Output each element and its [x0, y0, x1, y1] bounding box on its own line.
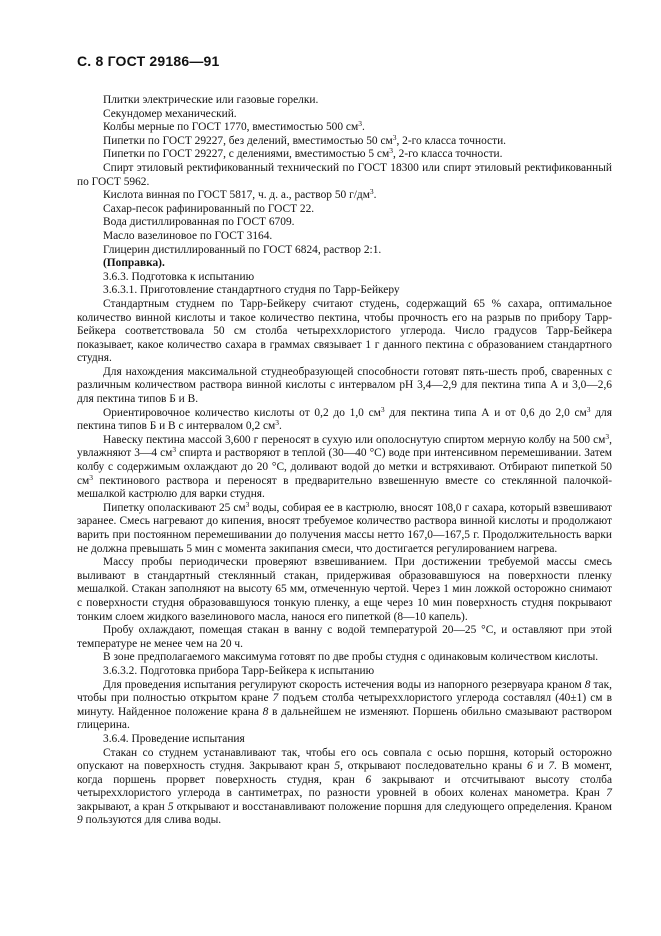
subsection-heading: 3.6.3.2. Подготовка прибора Тарр-Бейкера к испытанию: [103, 664, 375, 677]
paragraph: Кислота винная по ГОСТ 5817, ч. д. а., раствор 50 $г/дм^3$.: [103, 187, 377, 202]
paragraph: Пипетки по ГОСТ 29227, с делениями, вместимостью 5 $см^3$, 2-го класса точности.: [103, 146, 503, 161]
paragraph: Масло вазелиновое по ГОСТ 3164.: [103, 229, 273, 242]
paragraph: Вода дистиллированная по ГОСТ 6709.: [103, 216, 295, 229]
paragraph: Плитки электрические или газовые горелки.: [103, 94, 319, 106]
paragraph: Массу пробы периодически проверяют взвешиванием. При достижении требуемой массы смесь выливают в стандартный стеклянный стакан, придерживая образовавшуюся на поверхности пленку мешалкой. Стакан заполняют на высоту 65 мм, отмеченную чертой. Через 1 мин ложкой осторожно снимают с поверхности студня образовавшуюся тонкую пленку, а еще через 10 мин поверхность студня покрывают тонким слоем жидкого вазелинового масла, нанося его пипеткой (8—10 капель).: [77, 556, 612, 623]
paragraph: В зоне предполагаемого максимума готовят по две пробы студня с одинаковым количеством кислоты.: [103, 651, 599, 664]
paragraph: Навеску пектина массой 3,600 г переносят в сухую или ополоснутую спиртом мерную колбу на 500 $см^3$, увлажняют 3—4 $см^3$ спирта и растворяют в теплой (30—40 °С) воде при интенсивном перемешивании. Затем колбу с содержимым охлаждают до 20 °С, доливают водой до метки и встряхивают. Отбирают пипеткой 50 $см^3$ пектинового раствора и переносят в предварительно взвешенную вместе со стеклянной палочкой-мешалкой кастрюлю для варки студня.: [77, 431, 612, 501]
document-body: [77, 94, 612, 828]
paragraph: Глицерин дистиллированный по ГОСТ 6824, раствор 2:1.: [103, 243, 382, 256]
paragraph: Для проведения испытания регулируют скорость истечения воды из напорного резервуара краном 8 так, чтобы при полностью открытом кране 7 подъем столба четыреххлористого углерода составлял (40±1) см в минуту. Найденное положение крана 8 в дальнейшем не изменяют. Поршень обильно смазывают раствором глицерина.: [77, 678, 612, 732]
paragraph: Секундомер механический.: [103, 107, 237, 120]
paragraph: Спирт этиловый ректификованный технический по ГОСТ 18300 или спирт этиловый ректификованный по ГОСТ 5962.: [77, 161, 612, 188]
paragraph: Для нахождения максимальной студнеобразующей способности готовят пять-шесть проб, сваренных с различным количеством раствора винной кислоты с интервалом pH 3,4—2,9 для пектина типа А и 3,0—2,6 для пектина типов Б и В.: [77, 365, 612, 406]
subsection-heading: 3.6.3.1. Приготовление стандартного студня по Тарр-Бейкеру: [103, 284, 400, 297]
amendment-note: (Поправка).: [103, 257, 165, 270]
paragraph: Колбы мерные по ГОСТ 1770, вместимостью 500 $см^3$.: [103, 119, 365, 134]
section-heading: 3.6.3. Подготовка к испытанию: [103, 270, 255, 283]
paragraph: Ориентировочное количество кислоты от 0,2 до 1,0 $см^3$ для пектина типа А и от 0,6 до 2,0 $см^3$ для пектина типов Б и В с интервалом 0,2 $см^3$.: [77, 404, 612, 433]
paragraph: Пипетки по ГОСТ 29227, без делений, вместимостью 50 $см^3$, 2-го класса точности.: [103, 132, 507, 147]
paragraph: Стандартным студнем по Тарр-Бейкеру считают студень, содержащий 65 % сахара, оптимальное количество винной кислоты и такое количество пектина, чтобы прочность его на разрыв по прибору Тарр-Бейкера соответствовала 50 см столба четыреххлористого углерода. Число градусов Тарр-Бейкера показывает, какое количество сахара в граммах связывает 1 г данного пектина с образованием стандартного студня.: [77, 297, 612, 365]
page-header: С. 8 ГОСТ 29186—91: [77, 53, 220, 69]
paragraph: Пипетку ополаскивают 25 $см^3$ воды, собирая ее в кастрюлю, вносят 108,0 г сахара, который взвешивают заранее. Смесь нагревают до кипения, вносят требуемое количество раствора винной кислоты и продолжают варить при постоянном перемешивании до получения массы нетто 167,0—167,5 г. Продолжительность варки не должна превышать 5 мин с момента закипания смеси, что достигается регулированием нагрева.: [77, 499, 612, 555]
section-heading: 3.6.4. Проведение испытания: [103, 732, 245, 745]
paragraph: Сахар-песок рафинированный по ГОСТ 22.: [103, 202, 315, 215]
paragraph: Стакан со студнем устанавливают так, чтобы его ось совпала с осью поршня, который осторожно опускают на поверхность студня. Закрывают кран 5, открывают последовательно краны 6 и 7. В момент, когда поршень прорвет поверхность студня, кран 6 закрывают и отсчитывают высоту столба четыреххлористого углерода в сантиметрах, по разности уровней в обоих коленах манометра. Кран 7 закрывают, а кран 5 открывают и восстанавливают положение поршня для следующего определения. Краном 9 пользуются для слива воды.: [77, 746, 613, 827]
paragraph: Пробу охлаждают, помещая стакан в ванну с водой температурой 20—25 °С, и оставляют при этой температуре не менее чем на 20 ч.: [77, 624, 612, 650]
